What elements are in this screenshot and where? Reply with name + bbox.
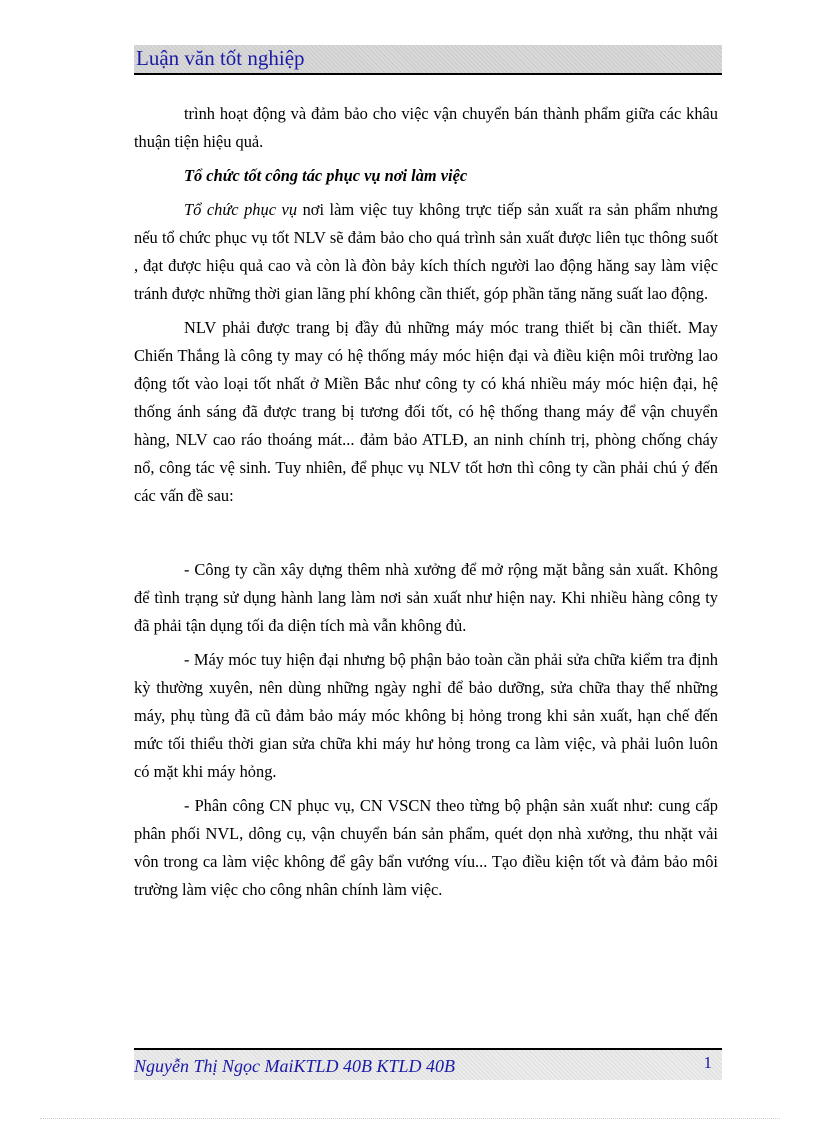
page-header [134, 45, 722, 75]
page-number: 1 [703, 1053, 712, 1072]
document-body [134, 100, 718, 904]
paragraph-1: trình hoạt động và đảm bảo cho việc vận chuyển bán thành phẩm giữa các khâu thuận tiện hiệu quả. [134, 104, 718, 151]
bottom-border [40, 1118, 780, 1119]
paragraph-2-text: nơi làm việc tuy không trực tiếp sản xuất ra sản phẩm nhưng nếu tổ chức phục vụ tốt NLV sẽ đảm bảo cho quá trình sản xuất được liên tục thông suốt , đạt được hiệu quả cao và còn là đòn bảy kích thích người lao động hăng say làm việc tránh được những thời gian lãng phí không cần thiết, góp phần tăng năng suất lao động. [134, 200, 718, 303]
paragraph-2 [134, 196, 718, 308]
header-title: Luận văn tốt nghiệp [136, 46, 305, 70]
paragraph-3: NLV phải được trang bị đầy đủ những máy móc trang thiết bị cần thiết. May Chiến Thắng là công ty may có hệ thống máy móc hiện đại và điều kiện môi trường lao động tốt vào loại tốt nhất ở Miền Bắc như công ty có khá nhiều máy móc hiện đại, hệ thống ánh sáng đã được trang bị tương đối tốt, có hệ thống thang máy để vận chuyển hàng, NLV cao ráo thoáng mát... đảm bảo ATLĐ, an ninh chính trị, phòng chống cháy nổ, công tác vệ sinh. Tuy nhiên, để phục vụ NLV tốt hơn thì công ty cần phải chú ý đến các vấn đề sau: [134, 318, 718, 505]
paragraph-5: - Máy móc tuy hiện đại nhưng bộ phận bảo toàn cần phải sửa chữa kiểm tra định kỳ thường xuyên, nên dùng những ngày nghỉ để bảo dưỡng, sửa chữa thay thế những máy, phụ tùng đã cũ đảm bảo máy móc không bị hỏng trong khi sản xuất, hạn chế đến mức tối thiểu thời gian sửa chữa khi máy hư hỏng trong ca làm việc, và phải luôn luôn có mặt khi máy hỏng. [134, 650, 718, 781]
paragraph-2-lead: Tổ chức phục vụ [184, 200, 298, 219]
footer-author: Nguyễn Thị Ngọc MaiKTLD 40B KTLD 40B [134, 1056, 456, 1076]
section-heading: Tổ chức tốt công tác phục vụ nơi làm việc [184, 166, 468, 185]
paragraph-6: - Phân công CN phục vụ, CN VSCN theo từng bộ phận sản xuất như: cung cấp phân phối NVL, dông cụ, vận chuyển bán sản phẩm, quét dọn nhà xưởng, thu nhặt vải vôn trong ca làm việc không để gây bẩn vướng víu... Tạo điều kiện tốt và đảm bảo môi trường làm việc cho công nhân chính làm việc. [134, 796, 718, 899]
paragraph-4: - Công ty cần xây dựng thêm nhà xưởng để mở rộng mặt bằng sản xuất. Không để tình trạng sử dụng hành lang làm nơi sản xuất như hiện nay. Khi nhiều hàng công ty đã phải tận dụng tối đa diện tích mà vẫn không đủ. [134, 560, 718, 635]
page-footer [134, 1048, 722, 1080]
